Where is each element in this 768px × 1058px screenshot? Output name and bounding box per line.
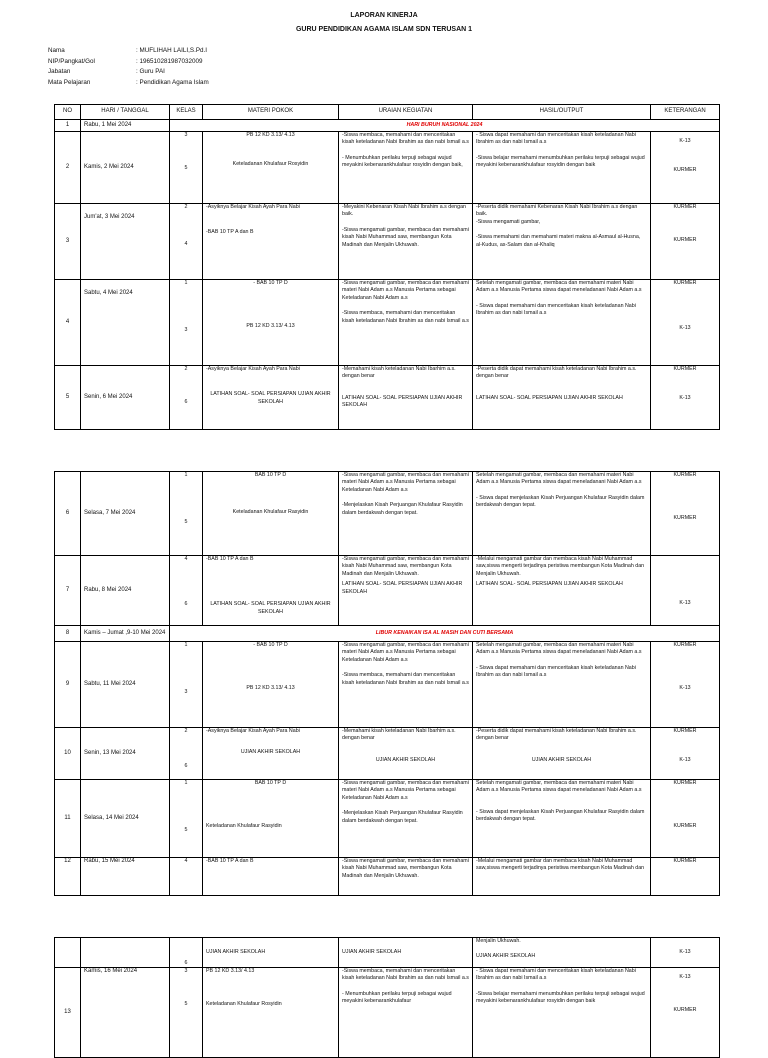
table-row: 4 Sabtu, 4 Mei 2024 1 3 - BAB 10 TP D PB 12 KD 3.13/ 4.13 -Siswa mengamati gambar, membaca dan memahami materi Nabi Adam a.s Manusia Pertama sebagai Keteladanan Nabi Adam a.s -Siswa membaca, memahami dan menceritakan kisah keteladanan Nabi Ibrahim as dan nabi Ismail a.s Setelah mengamati gambar, membaca dan memahami materi Nabi Adam a.s Manusia Pertama siswa dapat meneladanani Nabi Adam a.s - Siswa dapat memahami dan menceritakan kisah keteladanan Nabi Ibrahim as dan nabi Ismail a.s KURMER K-13	[55, 280, 720, 366]
report-table-page-1	[54, 104, 720, 430]
identity-row-mapel: Mata Pelajaran : Pendidikan Agama Islam	[48, 78, 209, 86]
table-row: 11 Selasa, 14 Mei 2024 1 5 BAB 10 TP D Keteladanan Khulafaur Rasyidin -Siswa mengamati gambar, membaca dan memahami materi Nabi Adam a.s Manusia Pertama sebagai Keteladanan Nabi Adam a.s -Menjelaskan Kisah Perjuangan Khulafaur Rasyidin dalam berdakwah dengan tepat. Setelah mengamati gambar, membaca dan memahami materi Nabi Adam a.s Manusia Pertama siswa dapat meneladanani Nabi Adam a.s - Siswa dapat menjelaskan Kisah Perjuangan Khulafaur Rasyidin dalam berdakwah dengan tepat. KURMER KURMER	[55, 780, 720, 858]
table-row: 6 UJIAN AKHIR SEKOLAH UJIAN AKHIR SEKOLAH Menjalin Ukhuwah. UJIAN AKHIR SEKOLAH K-13	[55, 938, 720, 968]
identity-row-nip: NIP/Pangkat/Gol : 196510281987032009	[48, 57, 203, 65]
table-row: 7 Rabu, 8 Mei 2024 4 6 -BAB 10 TP A dan B LATIHAN SOAL- SOAL PERSIAPAN UJIAN AKHIR SEKOLAH -Siswa mengamati gambar, membaca dan memahami kisah Nabi Muhammad saw, membangun Kota Madinah dan Menjalin Ukhuwah. LATIHAN SOAL- SOAL PERSIAPAN UJIAN AKHIR SEKOLAH -Melalui mengamati gambar dan membaca kisah Nabi Muhammad saw,siswa mengerti terjadinya peristiwa membangun Kota Madinah dan Menjalin Ukhuwah. LATIHAN SOAL- SOAL PERSIAPAN UJIAN AKHIR SEKOLAH K-13	[55, 556, 720, 626]
table-row: 3 Jum'at, 3 Mei 2024 2 4 -Asyiknya Belajar Kisah Ayah Para Nabi -BAB 10 TP A dan B -Meyakini Kebenaran Kisah Nabi Ibrahim a.s dengan baik. -Siswa mengamati gambar, membaca dan memahami kisah Nabi Muhammad saw, membangun Kota Madinah dan Menjalin Ukhuwah. -Peserta didik memahami Kebenaran Kisah Nabi Ibrahim a.s dengan baik. -Siswa mengamati gambar, -Siswa memahami dan memahami materi makna al-Asmaul al-Husna, al-Kudus, as-Salam dan al-Khaliq KURMER KURMER	[55, 204, 720, 280]
header-kelas: KELAS	[170, 105, 203, 120]
table-row: 5 Senin, 6 Mei 2024 2 6 -Asyiknya Belajar Kisah Ayah Para Nabi LATIHAN SOAL- SOAL PERSIAPAN UJIAN AKHIR SEKOLAH -Memahami kisah keteladanan Nabi Ibarhim a.s. dengan benar LATIHAN SOAL- SOAL PERSIAPAN UJIAN AKHIR SEKOLAH -Peserta didik dapat memahami kisah keteladanan Nabi Ibrahim a.s. dengan benar LATIHAN SOAL- SOAL PERSIAPAN UJIAN AKHIR SEKOLAH KURMER K-13	[55, 366, 720, 430]
table-row: 2 Kamis, 2 Mei 2024 3 5 PB 12 KD 3.13/ 4.13 Keteladanan Khulafaur Rosyidin -Siswa membaca, memahami dan menceritakan kisah keteladanan Nabi Ibrahim as dan nabi Ismail a.s - Menumbuhkan perilaku terpuji sebagai wujud meyakini kebenarankhulafaur rosyidin dengan baik, - Siswa dapat memahami dan menceritakan kisah keteladanan Nabi Ibrahim as dan nabi Ismail a.s -Siswa belajar memahami menumbuhkan perilaku terpuji sebagai wujud meyakini kebenarankhulafaur rosyidin dengan baik K-13 KURMER	[55, 132, 720, 204]
report-subtitle: GURU PENDIDIKAN AGAMA ISLAM SDN TERUSAN 1	[295, 26, 473, 33]
report-table-page-2	[54, 471, 720, 896]
header-no: NO	[55, 105, 81, 120]
header-materi: MATERI POKOK	[203, 105, 339, 120]
table-row: 10 Senin, 13 Mei 2024 2 6 -Asyiknya Belajar Kisah Ayah Para Nabi UJIAN AKHIR SEKOLAH -Memahami kisah keteladanan Nabi Ibarhim a.s. dengan benar UJIAN AKHIR SEKOLAH -Peserta didik dapat memahami kisah keteladanan Nabi Ibrahim a.s. dengan benar UJIAN AKHIR SEKOLAH KURMER K-13	[55, 728, 720, 780]
table-row: 13 Kamis, 16 Mei 2024 3 5 PB 12 KD 3.13/ 4.13 Keteladanan Khulafaur Rosyidin -Siswa membaca, memahami dan menceritakan kisah keteladanan Nabi Ibrahim as dan nabi Ismail a.s - Menumbuhkan perilaku terpuji sebagai wujud meyakini kebenarankhulafaur - Siswa dapat memahami dan menceritakan kisah keteladanan Nabi Ibrahim as dan nabi Ismail a.s -Siswa belajar memahami menumbuhkan perilaku terpuji sebagai wujud meyakini kebenarankhulafaur rosyidin dengan baik K-13 KURMER	[55, 968, 720, 1058]
header-uraian: URAIAN KEGIATAN	[339, 105, 473, 120]
holiday-note: HARI BURUH NASIONAL 2024	[170, 120, 720, 132]
holiday-note: LIBUR KENAIKAN ISA AL MASIH DAN CUTI BERSAMA	[170, 626, 720, 642]
table-header-row	[55, 105, 720, 120]
table-row: 9 Sabtu, 11 Mei 2024 1 3 - BAB 10 TP D PB 12 KD 3.13/ 4.13 -Siswa mengamati gambar, membaca dan memahami materi Nabi Adam a.s Manusia Pertama sebagai Keteladanan Nabi Adam a.s -Siswa membaca, memahami dan menceritakan kisah keteladanan Nabi Ibrahim as dan nabi Ismail a.s Setelah mengamati gambar, membaca dan memahami materi Nabi Adam a.s Manusia Pertama siswa dapat meneladanani Nabi Adam a.s - Siswa dapat memahami dan menceritakan kisah keteladanan Nabi Ibrahim as dan nabi Ismail a.s KURMER K-13	[55, 642, 720, 728]
table-row: 8 Kamis – Jumat ,9-10 Mei 2024 LIBUR KENAIKAN ISA AL MASIH DAN CUTI BERSAMA	[55, 626, 720, 642]
header-hasil: HASIL/OUTPUT	[473, 105, 651, 120]
table-row: 12 Rabu, 15 Mei 2024 4 -BAB 10 TP A dan B -Siswa mengamati gambar, membaca dan memahami kisah Nabi Muhammad saw, membangun Kota Madinah dan Menjalin Ukhuwah. -Melalui mengamati gambar dan membaca kisah Nabi Muhammad saw,siswa mengerti terjadinya peristiwa membangun Kota Madinah dan KURMER	[55, 858, 720, 896]
header-hari: HARI / TANGGAL	[81, 105, 170, 120]
header-keterangan: KETERANGAN	[651, 105, 720, 120]
table-row: 6 Selasa, 7 Mei 2024 1 5 BAB 10 TP D Keteladanan Khulafaur Rasyidin -Siswa mengamati gambar, membaca dan memahami materi Nabi Adam a.s Manusia Pertama sebagai Keteladanan Nabi Adam a.s -Menjelaskan Kisah Perjuangan Khulafaur Rasyidin dalam berdakwah dengan tepat. Setelah mengamati gambar, membaca dan memahami materi Nabi Adam a.s Manusia Pertama siswa dapat meneladanani Nabi Adam a.s - Siswa dapat menjelaskan Kisah Perjuangan Khulafaur Rasyidin dalam berdakwah dengan tepat. KURMER KURMER	[55, 472, 720, 556]
report-table-page-3	[54, 937, 720, 1058]
report-title: LAPORAN KINERJA	[350, 12, 418, 19]
teacher-identity	[48, 46, 209, 88]
identity-row-jabatan: Jabatan : Guru PAI	[48, 68, 165, 76]
identity-row-name: Nama : MUFLIHAH LAILI,S.Pd.I	[48, 47, 208, 54]
table-row: 1 Rabu, 1 Mei 2024 HARI BURUH NASIONAL 2024	[55, 120, 720, 132]
